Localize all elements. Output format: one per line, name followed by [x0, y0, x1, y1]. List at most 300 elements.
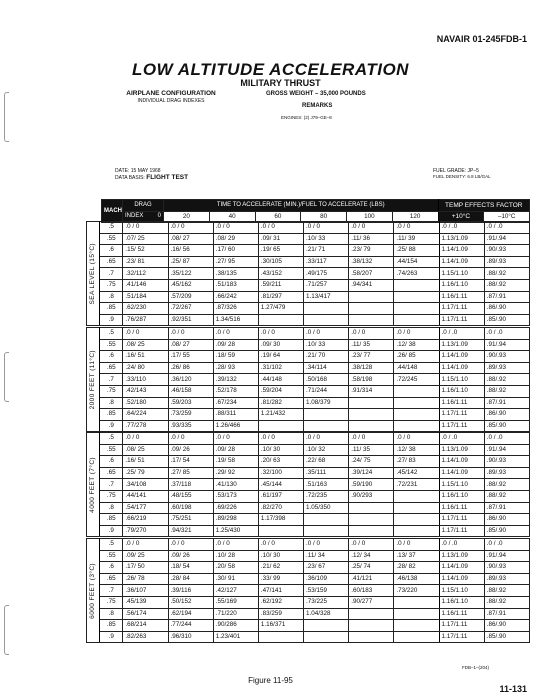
- drag-60-cell: [258, 420, 303, 432]
- drag-60-cell: .45/144: [258, 479, 303, 491]
- drag-20-cell: .50/152: [168, 596, 213, 608]
- drag-40-cell: .88/311: [213, 409, 258, 421]
- drag-0-cell: .68/214: [123, 620, 168, 632]
- drag-20-cell: .09/ 26: [168, 444, 213, 456]
- table-row: [87, 550, 530, 562]
- temp-plus-header: +10°C: [438, 211, 484, 223]
- index-label: INDEX: [125, 213, 144, 220]
- drag-120-cell: [394, 314, 439, 326]
- drag-20-cell: .0 / 0: [168, 328, 213, 340]
- drag-100-cell: .11/ 35: [349, 339, 394, 351]
- altitude-section-table: [86, 221, 530, 326]
- drag-40-cell: .38/135: [213, 268, 258, 280]
- fdb-code: FDB–1–(204): [462, 665, 490, 670]
- drag-0-cell: .66/219: [123, 514, 168, 526]
- temp-minus-cell: .87/.91: [484, 291, 529, 303]
- drag-60-cell: .82/270: [258, 502, 303, 514]
- mach-cell: .55: [100, 233, 123, 245]
- drag-60-cell: .59/211: [258, 279, 303, 291]
- temp-minus-cell: .85/.90: [484, 631, 529, 643]
- drag-100-cell: .11/ 35: [349, 444, 394, 456]
- drag-0-cell: .82/263: [123, 631, 168, 643]
- temp-plus-cell: 1.13/1.09: [439, 444, 484, 456]
- mach-cell: .5: [100, 433, 123, 445]
- drag-100-cell: [349, 314, 394, 326]
- table-row: [87, 222, 530, 234]
- drag-40-cell: .18/ 59: [213, 351, 258, 363]
- mach-cell: .7: [100, 374, 123, 386]
- drag-40-cell: .30/ 91: [213, 573, 258, 585]
- drag-80-cell: .34/114: [304, 362, 349, 374]
- temp-plus-cell: 1.16/1.11: [439, 608, 484, 620]
- drag-120-cell: .12/ 38: [394, 444, 439, 456]
- temp-plus-cell: 1.17/1.11: [439, 620, 484, 632]
- data-basis-value: FLIGHT TEST: [146, 174, 189, 181]
- drag-20-cell: .92/351: [168, 314, 213, 326]
- drag-100-cell: [349, 608, 394, 620]
- table-row: [87, 256, 530, 268]
- drag-60-cell: .31/102: [258, 362, 303, 374]
- mach-cell: .65: [100, 256, 123, 268]
- altitude-label: 6000 FEET (3°C): [88, 562, 96, 619]
- temp-minus-header: –10°C: [484, 211, 530, 223]
- drag-40-cell: .69/226: [213, 502, 258, 514]
- table-header: [86, 199, 530, 223]
- drag-80-cell: .72/235: [304, 490, 349, 502]
- temp-minus-cell: .86/.90: [484, 514, 529, 526]
- drag-40-cell: .53/173: [213, 490, 258, 502]
- drag-120-cell: [394, 490, 439, 502]
- temp-minus-cell: .89/.93: [484, 573, 529, 585]
- drag-0-cell: .0 / 0: [123, 433, 168, 445]
- temp-plus-cell: 1.14/1.09: [439, 456, 484, 468]
- drag-100-cell: .0 / 0: [349, 328, 394, 340]
- drag-0-cell: .62/230: [123, 303, 168, 315]
- mach-cell: .65: [100, 362, 123, 374]
- drag-60-cell: 1.27/479: [258, 303, 303, 315]
- temp-plus-cell: 1.14/1.09: [439, 256, 484, 268]
- drag-40-cell: .90/286: [213, 620, 258, 632]
- drag-0-cell: .33/110: [123, 374, 168, 386]
- drag-100-cell: .25/ 74: [349, 562, 394, 574]
- drag-100-cell: .38/132: [349, 256, 394, 268]
- temp-plus-cell: 1.13/1.09: [439, 339, 484, 351]
- altitude-label: 2000 FEET (11°C): [88, 350, 96, 410]
- table-row: [87, 409, 530, 421]
- drag-80-cell: .73/225: [304, 596, 349, 608]
- drag-0-cell: .0 / 0: [123, 328, 168, 340]
- altitude-label-cell: [87, 328, 100, 432]
- table-row: [87, 514, 530, 526]
- drag-60-cell: .30/105: [258, 256, 303, 268]
- drag-60-cell: .21/ 62: [258, 562, 303, 574]
- drag-80-cell: .0 / 0: [304, 222, 349, 234]
- temp-minus-cell: .91/.94: [484, 339, 529, 351]
- drag-120-cell: [394, 291, 439, 303]
- mach-cell: .6: [100, 351, 123, 363]
- drag-100-cell: [349, 620, 394, 632]
- drag-60-cell: .61/197: [258, 490, 303, 502]
- drag-20-cell: .0 / 0: [168, 222, 213, 234]
- temp-minus-cell: .88/.92: [484, 490, 529, 502]
- drag-80-cell: 1.13/417: [304, 291, 349, 303]
- drag-60-cell: 1.17/398: [258, 514, 303, 526]
- drag-100-cell: .0 / 0: [349, 433, 394, 445]
- drag-40-cell: .0 / 0: [213, 539, 258, 551]
- document-id: NAVAIR 01-245FDB-1: [436, 34, 527, 44]
- drag-100-cell: [349, 514, 394, 526]
- drag-60-cell: .19/ 64: [258, 351, 303, 363]
- temp-plus-cell: 1.14/1.09: [439, 245, 484, 257]
- page-title: LOW ALTITUDE ACCELERATION: [132, 60, 409, 79]
- drag-0-cell: .23/ 81: [123, 256, 168, 268]
- drag-100-cell: [349, 420, 394, 432]
- temp-minus-cell: .90/.93: [484, 245, 529, 257]
- temp-minus-cell: .85/.90: [484, 525, 529, 537]
- altitude-section-table: [86, 432, 530, 537]
- drag-0-cell: .08/ 25: [123, 444, 168, 456]
- temp-minus-cell: .91/.94: [484, 550, 529, 562]
- drag-col-120: 120: [392, 211, 438, 223]
- drag-40-cell: .09/ 28: [213, 444, 258, 456]
- drag-40-cell: .17/ 60: [213, 245, 258, 257]
- drag-col-20: 20: [164, 211, 210, 223]
- drag-120-cell: .13/ 37: [394, 550, 439, 562]
- mach-cell: .7: [100, 268, 123, 280]
- temp-minus-cell: .88/.92: [484, 374, 529, 386]
- drag-120-cell: .26/ 85: [394, 351, 439, 363]
- drag-60-cell: .81/297: [258, 291, 303, 303]
- drag-60-cell: .0 / 0: [258, 539, 303, 551]
- drag-60-cell: .62/192: [258, 596, 303, 608]
- temp-minus-cell: .86/.90: [484, 620, 529, 632]
- drag-0-cell: .52/180: [123, 397, 168, 409]
- drag-60-cell: [258, 631, 303, 643]
- drag-20-cell: .75/251: [168, 514, 213, 526]
- mach-cell: .75: [100, 596, 123, 608]
- fuel-grade: FUEL GRADE: JP–5: [433, 168, 479, 174]
- temp-plus-cell: 1.16/1.10: [439, 596, 484, 608]
- drag-20-cell: .25/ 87: [168, 256, 213, 268]
- drag-100-cell: .39/124: [349, 467, 394, 479]
- page-number: 11-131: [499, 684, 527, 694]
- drag-100-cell: [349, 502, 394, 514]
- mach-cell: .5: [100, 328, 123, 340]
- drag-60-cell: 1.16/371: [258, 620, 303, 632]
- drag-80-cell: [304, 420, 349, 432]
- drag-20-cell: .57/209: [168, 291, 213, 303]
- table-row: [87, 420, 530, 432]
- drag-120-cell: .11/ 39: [394, 233, 439, 245]
- drag-60-cell: .20/ 63: [258, 456, 303, 468]
- table-row: [87, 444, 530, 456]
- temp-plus-cell: 1.17/1.11: [439, 409, 484, 421]
- drag-header: DRAG: [123, 200, 164, 212]
- drag-60-cell: [258, 525, 303, 537]
- drag-20-cell: .93/335: [168, 420, 213, 432]
- drag-20-cell: .59/203: [168, 397, 213, 409]
- drag-0-cell: .45/139: [123, 596, 168, 608]
- drag-40-cell: .52/178: [213, 385, 258, 397]
- drag-80-cell: [304, 620, 349, 632]
- drag-80-cell: [304, 314, 349, 326]
- drag-0-cell: .17/ 50: [123, 562, 168, 574]
- table-row: [87, 351, 530, 363]
- airplane-config-title: AIRPLANE CONFIGURATION: [126, 90, 216, 97]
- drag-40-cell: .08/ 29: [213, 233, 258, 245]
- temp-plus-cell: 1.14/1.09: [439, 562, 484, 574]
- drag-40-cell: .41/130: [213, 479, 258, 491]
- temp-minus-cell: .0 / .0: [484, 433, 529, 445]
- temp-plus-cell: 1.14/1.09: [439, 351, 484, 363]
- mach-cell: .9: [100, 631, 123, 643]
- fuel-density: FUEL DENSITY: 6.8 LB/GAL: [433, 174, 491, 179]
- drag-0-cell: .07/ 25: [123, 233, 168, 245]
- temp-minus-cell: .91/.94: [484, 444, 529, 456]
- drag-100-cell: .91/314: [349, 385, 394, 397]
- drag-80-cell: .49/175: [304, 268, 349, 280]
- drag-0-cell: .26/ 78: [123, 573, 168, 585]
- temp-minus-cell: .0 / .0: [484, 539, 529, 551]
- drag-80-cell: .0 / 0: [304, 433, 349, 445]
- drag-120-cell: [394, 502, 439, 514]
- drag-120-cell: [394, 525, 439, 537]
- drag-120-cell: [394, 397, 439, 409]
- mach-cell: .55: [100, 444, 123, 456]
- drag-40-cell: .0 / 0: [213, 328, 258, 340]
- temp-plus-cell: 1.16/1.10: [439, 490, 484, 502]
- drag-100-cell: [349, 291, 394, 303]
- temp-plus-cell: 1.16/1.10: [439, 385, 484, 397]
- drag-40-cell: .10/ 28: [213, 550, 258, 562]
- drag-40-cell: .51/183: [213, 279, 258, 291]
- gross-weight: GROSS WEIGHT – 35,000 POUNDS: [266, 91, 366, 97]
- drag-80-cell: .33/117: [304, 256, 349, 268]
- date: DATE: 15 MAY 1968: [115, 168, 161, 174]
- temp-minus-cell: .87/.91: [484, 397, 529, 409]
- drag-40-cell: .67/234: [213, 397, 258, 409]
- drag-120-cell: .72/245: [394, 374, 439, 386]
- drag-80-cell: .0 / 0: [304, 328, 349, 340]
- drag-0-cell: .16/ 51: [123, 456, 168, 468]
- drag-40-cell: .89/298: [213, 514, 258, 526]
- drag-40-cell: 1.26/466: [213, 420, 258, 432]
- data-basis: [115, 174, 188, 181]
- table-row: [87, 502, 530, 514]
- drag-60-cell: .81/282: [258, 397, 303, 409]
- drag-20-cell: .60/198: [168, 502, 213, 514]
- temp-minus-cell: .91/.94: [484, 233, 529, 245]
- table-row: [87, 385, 530, 397]
- temp-minus-cell: .85/.90: [484, 314, 529, 326]
- drag-100-cell: .58/198: [349, 374, 394, 386]
- drag-80-cell: .71/244: [304, 385, 349, 397]
- drag-120-cell: .0 / 0: [394, 433, 439, 445]
- temp-plus-cell: .0 / .0: [439, 433, 484, 445]
- mach-cell: .9: [100, 420, 123, 432]
- drag-120-cell: [394, 596, 439, 608]
- drag-0-cell: .42/143: [123, 385, 168, 397]
- drag-40-cell: .27/ 95: [213, 256, 258, 268]
- table-row: [87, 397, 530, 409]
- drag-20-cell: .62/194: [168, 608, 213, 620]
- drag-0-cell: .41/146: [123, 279, 168, 291]
- drag-100-cell: .23/ 79: [349, 245, 394, 257]
- temp-minus-cell: .0 / .0: [484, 328, 529, 340]
- mach-cell: .85: [100, 409, 123, 421]
- mach-header: MACH: [102, 200, 123, 223]
- drag-80-cell: .10/ 32: [304, 444, 349, 456]
- mach-cell: .85: [100, 514, 123, 526]
- drag-40-cell: .42/127: [213, 585, 258, 597]
- drag-80-cell: .53/159: [304, 585, 349, 597]
- table-row: [87, 479, 530, 491]
- table-row: [87, 245, 530, 257]
- drag-100-cell: .60/183: [349, 585, 394, 597]
- mach-cell: .75: [100, 385, 123, 397]
- drag-0-cell: .51/184: [123, 291, 168, 303]
- table-row: [87, 362, 530, 374]
- temp-minus-cell: .88/.92: [484, 385, 529, 397]
- drag-120-cell: [394, 631, 439, 643]
- drag-120-cell: [394, 409, 439, 421]
- drag-80-cell: [304, 514, 349, 526]
- drag-20-cell: .39/116: [168, 585, 213, 597]
- drag-20-cell: .0 / 0: [168, 433, 213, 445]
- temp-minus-cell: .86/.90: [484, 409, 529, 421]
- table-row: [87, 291, 530, 303]
- drag-80-cell: .71/257: [304, 279, 349, 291]
- drag-20-cell: .96/310: [168, 631, 213, 643]
- temp-minus-cell: .88/.92: [484, 479, 529, 491]
- drag-col-100: 100: [347, 211, 393, 223]
- drag-100-cell: .12/ 34: [349, 550, 394, 562]
- drag-20-cell: .36/120: [168, 374, 213, 386]
- table-row: [87, 456, 530, 468]
- temp-plus-cell: 1.16/1.11: [439, 502, 484, 514]
- mach-cell: .7: [100, 585, 123, 597]
- drag-60-cell: .33/ 99: [258, 573, 303, 585]
- temp-plus-cell: .0 / .0: [439, 328, 484, 340]
- mach-cell: .5: [100, 222, 123, 234]
- drag-120-cell: .72/231: [394, 479, 439, 491]
- table-row: [87, 620, 530, 632]
- drag-20-cell: .18/ 54: [168, 562, 213, 574]
- drag-col-0: 0: [157, 213, 161, 220]
- drag-40-cell: .0 / 0: [213, 222, 258, 234]
- figure-caption: Figure 11-95: [248, 676, 293, 685]
- drag-60-cell: .0 / 0: [258, 433, 303, 445]
- table-row: [87, 562, 530, 574]
- temp-effects-header: TEMP EFFECTS FACTOR: [438, 200, 530, 212]
- temp-plus-cell: 1.15/1.10: [439, 585, 484, 597]
- drag-0-cell: .79/270: [123, 525, 168, 537]
- table-row: [87, 279, 530, 291]
- drag-60-cell: .10/ 30: [258, 444, 303, 456]
- drag-60-cell: .43/152: [258, 268, 303, 280]
- mach-cell: .8: [100, 291, 123, 303]
- table-row: [87, 314, 530, 326]
- drag-40-cell: .71/220: [213, 608, 258, 620]
- drag-0-cell: .56/174: [123, 608, 168, 620]
- drag-100-cell: .90/293: [349, 490, 394, 502]
- mach-cell: .8: [100, 397, 123, 409]
- mach-cell: .55: [100, 339, 123, 351]
- table-row: [87, 525, 530, 537]
- drag-0-cell: .77/278: [123, 420, 168, 432]
- temp-plus-cell: 1.16/1.11: [439, 397, 484, 409]
- drag-120-cell: [394, 514, 439, 526]
- mach-cell: .75: [100, 490, 123, 502]
- drag-60-cell: .0 / 0: [258, 328, 303, 340]
- temp-plus-cell: 1.13/1.09: [439, 550, 484, 562]
- drag-120-cell: [394, 620, 439, 632]
- drag-80-cell: .21/ 70: [304, 351, 349, 363]
- drag-80-cell: [304, 631, 349, 643]
- temp-plus-cell: 1.16/1.10: [439, 279, 484, 291]
- mach-cell: .65: [100, 467, 123, 479]
- drag-40-cell: .66/242: [213, 291, 258, 303]
- drag-0-cell: .25/ 79: [123, 467, 168, 479]
- drag-100-cell: [349, 525, 394, 537]
- drag-0-cell: .0 / 0: [123, 539, 168, 551]
- temp-minus-cell: .87/.91: [484, 502, 529, 514]
- mach-cell: .6: [100, 456, 123, 468]
- drag-60-cell: .10/ 30: [258, 550, 303, 562]
- temp-plus-cell: 1.15/1.10: [439, 268, 484, 280]
- drag-100-cell: [349, 303, 394, 315]
- table-row: [87, 303, 530, 315]
- drag-20-cell: .26/ 86: [168, 362, 213, 374]
- drag-100-cell: .0 / 0: [349, 539, 394, 551]
- drag-20-cell: .35/122: [168, 268, 213, 280]
- drag-60-cell: .47/141: [258, 585, 303, 597]
- temp-minus-cell: .86/.90: [484, 303, 529, 315]
- drag-120-cell: .74/263: [394, 268, 439, 280]
- drag-40-cell: .28/ 93: [213, 362, 258, 374]
- drag-80-cell: .11/ 34: [304, 550, 349, 562]
- temp-minus-cell: .88/.92: [484, 268, 529, 280]
- drag-60-cell: 1.21/432: [258, 409, 303, 421]
- table-row: [87, 268, 530, 280]
- mach-cell: .85: [100, 620, 123, 632]
- temp-plus-cell: .0 / .0: [439, 222, 484, 234]
- drag-120-cell: [394, 279, 439, 291]
- temp-plus-cell: 1.13/1.09: [439, 233, 484, 245]
- drag-0-cell: .36/107: [123, 585, 168, 597]
- drag-100-cell: .59/190: [349, 479, 394, 491]
- temp-plus-cell: 1.17/1.11: [439, 514, 484, 526]
- temp-minus-cell: .90/.93: [484, 456, 529, 468]
- drag-40-cell: .09/ 28: [213, 339, 258, 351]
- table-row: [87, 490, 530, 502]
- drag-100-cell: [349, 631, 394, 643]
- altitude-section-table: [86, 538, 530, 643]
- drag-40-cell: .29/ 92: [213, 467, 258, 479]
- drag-60-cell: .09/ 31: [258, 233, 303, 245]
- binder-hole-mark: [4, 605, 9, 655]
- drag-20-cell: .72/267: [168, 303, 213, 315]
- drag-20-cell: .37/118: [168, 479, 213, 491]
- table-row: [87, 631, 530, 643]
- mach-cell: .55: [100, 550, 123, 562]
- table-row: [87, 539, 530, 551]
- drag-20-cell: .17/ 55: [168, 351, 213, 363]
- mach-cell: .85: [100, 303, 123, 315]
- table-row: [87, 467, 530, 479]
- drag-20-cell: .09/ 26: [168, 550, 213, 562]
- temp-minus-cell: .90/.93: [484, 351, 529, 363]
